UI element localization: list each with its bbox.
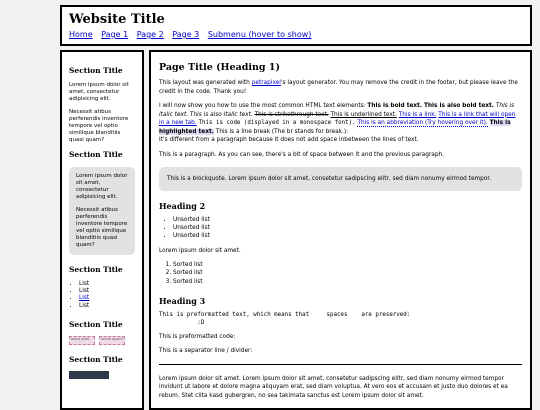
site-header bbox=[60, 5, 532, 46]
credit-link[interactable]: petrapixel bbox=[251, 80, 281, 86]
new-tab-link[interactable]: This is a link that will open in a new tab. bbox=[159, 111, 516, 126]
sidebar-section-title: Section Title bbox=[69, 150, 123, 159]
sidebar-box-paragraph: Lorem ipsum dolor sit amet, consectetur adipisicing elit. bbox=[76, 173, 128, 200]
nav-page-3[interactable]: Page 3 bbox=[172, 30, 200, 39]
abbreviation[interactable]: This is an abbreviation (Try hovering over it). bbox=[357, 120, 488, 126]
bold-text: This is also bold text. bbox=[423, 103, 495, 109]
sidebar-section-title: Section Title bbox=[69, 319, 123, 329]
preformatted-text: This is preformatted text, which means that spaces are preserved: :D bbox=[159, 311, 411, 326]
site-title: Website Title bbox=[69, 12, 165, 27]
sidebar-section-title: Section Title bbox=[69, 265, 123, 274]
nav-home[interactable]: Home bbox=[69, 30, 93, 39]
nav-submenu[interactable]: Submenu (hover to show) bbox=[207, 30, 312, 39]
sidebar-list-item bbox=[79, 295, 135, 302]
text-elements-paragraph bbox=[159, 102, 522, 145]
link[interactable]: This is a link. bbox=[398, 111, 437, 118]
italic-text: This is italic text. bbox=[159, 103, 515, 118]
main-content bbox=[149, 50, 532, 410]
text: 's layout generator. You may remove the credit in the footer, but please leave the credit in the code. Thank you! bbox=[159, 80, 518, 95]
sidebar-box-paragraph: Necessit atibus perferendis inventore tempore vel optio similique blanditiis quasi quam? bbox=[76, 207, 128, 248]
button-badge[interactable]: extra pixel bbox=[69, 336, 95, 345]
unsorted-list bbox=[159, 216, 522, 241]
sidebar-box bbox=[69, 167, 135, 255]
heading-2: Heading 2 bbox=[159, 201, 206, 211]
paragraph: Lorem ipsum dolor sit amet. bbox=[159, 247, 241, 254]
list-item: 1. Sorted list bbox=[173, 261, 522, 269]
sidebar-paragraph: Necessit atibus perferendis inventore tempore vel optio similique blanditiis quasi quam? bbox=[69, 109, 129, 143]
sidebar-list bbox=[69, 281, 135, 310]
sidebar-section-title: Section Title bbox=[69, 354, 123, 364]
blockquote: This is a blockquote. Lorem ipsum dolor sit amet, consetetur sadipscing elitr, sed diam nonumy eirmod tempor. bbox=[159, 167, 522, 191]
bold-text: This is bold text. bbox=[367, 103, 423, 109]
badge-row bbox=[69, 336, 135, 345]
sidebar-list-item: • List bbox=[79, 303, 135, 310]
paragraph: This is preformatted code: bbox=[159, 333, 236, 340]
nav-page-2[interactable]: Page 2 bbox=[136, 30, 164, 39]
sidebar bbox=[60, 50, 144, 410]
divider bbox=[159, 364, 522, 365]
list-item: • Unsorted list bbox=[173, 224, 522, 232]
highlighted-text: This is highlighted text. bbox=[159, 120, 511, 135]
text: I will now show you how to use the most common HTML text elements: bbox=[159, 103, 368, 109]
code-text: This is code (displayed in a monospace font). bbox=[198, 120, 356, 126]
main-nav bbox=[69, 30, 523, 40]
page-title: Page Title (Heading 1) bbox=[159, 62, 280, 73]
list-item: • Unsorted list bbox=[173, 216, 522, 224]
list-item: 3. Sorted list bbox=[173, 278, 522, 286]
italic-text: This is also italic text. bbox=[189, 111, 253, 118]
heading-3: Heading 3 bbox=[159, 295, 206, 306]
list-item: 2. Sorted list bbox=[173, 269, 522, 277]
strikethrough-text: This is strikethrough text. bbox=[254, 111, 329, 118]
text: This is a line break (The br stands for break.): bbox=[215, 128, 349, 135]
sidebar-paragraph: Lorem ipsum dolor sit amet, consectetur adipisicing elit. bbox=[69, 82, 129, 102]
button-badge[interactable]: lorem ipsum bbox=[99, 336, 125, 345]
text: This layout was generated with bbox=[159, 80, 252, 86]
paragraph: Lorem ipsum dolor sit amet. Lorem ipsum dolor sit amet, consetetur sadipscing elitr, sed diam nonumy eirmod tempor invidunt ut labore et dolore magna aliquyam erat, sed diam voluptua. At vero eos et accusam et justo duo dolores et ea rebum. Stet clita kasd gubergren, no sea takimata sanctus est Lorem ipsum dolor sit amet. bbox=[159, 375, 508, 399]
text: It's different from a paragraph because it does not add space inbetween the lines of text. bbox=[159, 137, 419, 143]
sidebar-list-item: • List bbox=[79, 281, 135, 288]
sidebar-image bbox=[69, 371, 109, 379]
paragraph: This is a paragraph. As you can see, there's a bit of space between it and the previous paragraph. bbox=[159, 151, 445, 158]
credit-paragraph bbox=[159, 79, 522, 96]
nav-page-1[interactable]: Page 1 bbox=[101, 30, 129, 39]
sidebar-list-link[interactable]: List bbox=[79, 295, 90, 302]
sorted-list bbox=[159, 261, 522, 286]
sidebar-list-item: • List bbox=[79, 288, 135, 295]
list-item: • Unsorted list bbox=[173, 232, 522, 240]
underlined-text: This is underlined text. bbox=[330, 111, 397, 118]
paragraph: This is a separator line / divider: bbox=[159, 348, 253, 355]
sidebar-section-title: Section Title bbox=[69, 66, 123, 75]
